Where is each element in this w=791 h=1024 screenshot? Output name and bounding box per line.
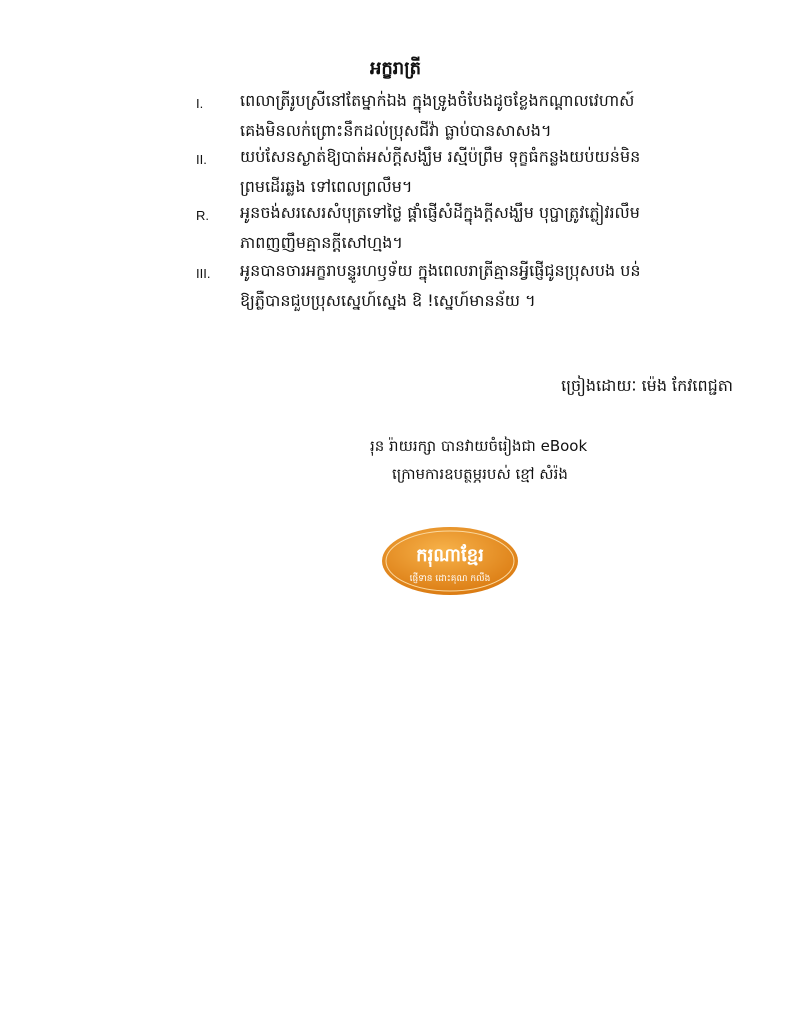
logo-main-text: ករុណាខ្មែរ [416,545,484,566]
stanza-number: II. [196,152,207,167]
stanza-line: គេងមិនលក់ព្រោះនឹកដល់ប្រុសជីវ៉ា ធ្លាប់បានសាសង។ [240,121,552,140]
singer-credit: ច្រៀងដោយៈ ម៉េង កែវពេជ្ជតា [561,376,733,395]
stanza-line: អូនចង់សរសេរសំបុត្រទៅថ្លៃ ផ្ដាំផ្ញើសំដីក្នុងក្ដីសង្ឃឹម បុប្ផាត្រូវភ្លៀវរលឹម [240,203,640,222]
stanza-number: R. [196,208,209,223]
karuna-khmer-logo [380,525,520,597]
sponsor-credit: ក្រោមការឧបត្ថម្ភរបស់ ខ្មៅ សំរ៉ង [392,465,568,483]
stanza-line: អូនបានចារអក្ខរាបន្ទូរហឫទ័យ ក្នុងពេលរាត្រីគ្មានអ្វីផ្ញើជូនប្រុសបង បន់ [240,261,641,280]
logo-sub-text: ផ្ញើទាន ដោះគុណ កលឹង [409,574,491,584]
song-title: អក្ខរាត្រី [369,58,422,79]
ebook-credit: រុន រ៉ាយរក្សា បានវាយចំរៀងជា eBook [370,437,588,455]
stanza-line: យប់សែនស្ងាត់ឱ្យបាត់អស់ក្ដីសង្ឃឹម រស្មីប៉ព្រឹម ទុក្ខធំកន្លងយប់យន់មិន [240,147,641,166]
stanza-line: ពេលាត្រីរូបស្រីនៅតែម្នាក់ឯង ក្នុងទ្រូងចំបែងដូចខ្លែងកណ្ដាលវេហាស៍ [240,91,635,110]
stanza-number: III. [196,266,211,281]
stanza-number: I. [196,96,204,111]
stanza-line: ឱ្យភ្លឺបានជួបប្រុសស្នេហ៍ស្នេង ឱ !ស្នេហ៍មានន័យ ។ [240,291,536,310]
stanza-line: ភាពញញឹមគ្មានក្ដីសៅហ្មង។ [240,233,403,252]
stanza-line: ព្រមដើរឆ្លង ទៅពេលព្រលឹម។ [240,177,413,196]
